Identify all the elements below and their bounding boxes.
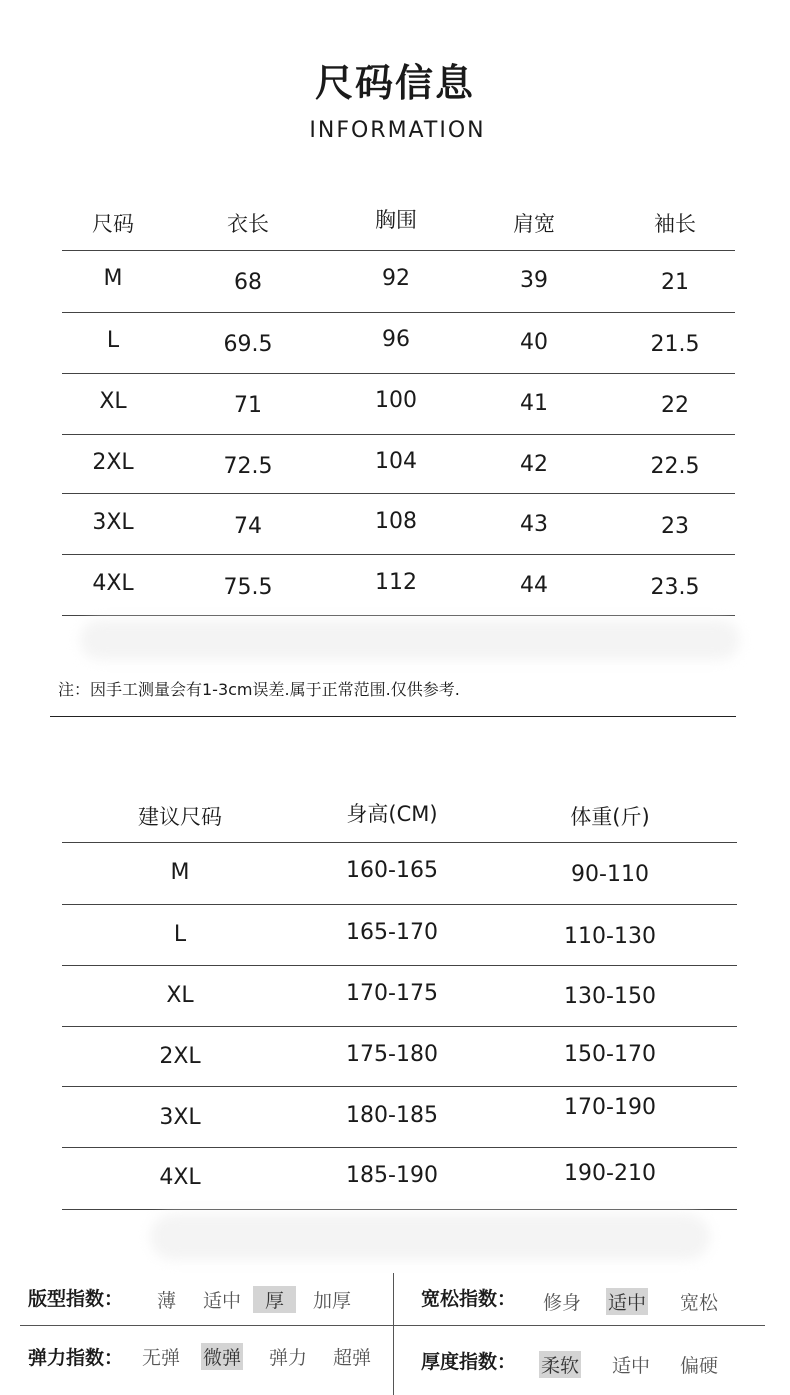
table-row: [62, 1027, 737, 1087]
table-row: [62, 843, 737, 905]
option-firm: 偏硬: [680, 1355, 719, 1377]
option-slight-stretch-selected: 微弹: [201, 1343, 243, 1370]
option-stretch: 弹力: [269, 1347, 308, 1369]
thickness-type-index: [28, 1284, 123, 1311]
height-cell: 180-185: [346, 1103, 438, 1128]
length-cell: 71: [234, 393, 262, 418]
length-cell: 74: [234, 514, 262, 539]
chest-cell: 100: [375, 388, 417, 413]
recommend-table: [62, 785, 737, 1210]
note-divider: [50, 716, 736, 717]
size-cell: 2XL: [159, 1044, 201, 1069]
table-row: [62, 555, 735, 616]
size-cell: XL: [166, 983, 194, 1008]
softness-label: 厚度指数：: [421, 1351, 517, 1373]
sleeve-cell: 22: [661, 393, 689, 418]
sleeve-cell: 23: [661, 514, 689, 539]
size-cell: 3XL: [159, 1105, 201, 1130]
size-cell: L: [106, 328, 120, 353]
table-row: [62, 374, 735, 435]
sleeve-cell: 21: [661, 270, 689, 295]
page-title: 尺码信息: [314, 61, 475, 105]
option-medium-firm: 适中: [612, 1355, 651, 1377]
col-header-weight: 体重(斤): [570, 805, 650, 829]
table-row: [62, 251, 735, 313]
col-header-size: 尺码: [92, 212, 134, 236]
table-row: [62, 1148, 737, 1210]
chest-cell: 104: [375, 449, 417, 474]
size-table: [62, 190, 735, 616]
weight-cell: 130-150: [564, 984, 656, 1009]
height-cell: 185-190: [346, 1163, 438, 1188]
height-cell: 175-180: [346, 1042, 438, 1067]
height-cell: 165-170: [346, 920, 438, 945]
option-thick-selected: 厚: [253, 1286, 296, 1313]
option-slim: 修身: [543, 1292, 582, 1314]
col-header-length: 衣长: [227, 212, 269, 236]
size-cell: M: [170, 860, 190, 885]
col-header-height: 身高(CM): [346, 802, 438, 826]
col-header-sleeve: 袖长: [654, 212, 696, 236]
sleeve-cell: 21.5: [650, 332, 700, 357]
length-cell: 68: [234, 270, 262, 295]
elasticity-label: 弹力指数：: [28, 1347, 124, 1369]
size-cell: 4XL: [92, 571, 134, 596]
table-row: [62, 1087, 737, 1148]
background-smudge: [80, 620, 740, 660]
option-no-stretch: 无弹: [142, 1347, 181, 1369]
option-soft-selected: 柔软: [539, 1351, 581, 1378]
size-cell: 3XL: [92, 510, 134, 535]
weight-cell: 170-190: [564, 1095, 656, 1120]
col-header-chest: 胸围: [375, 208, 417, 232]
fit-index: [421, 1284, 516, 1311]
length-cell: 75.5: [223, 575, 273, 600]
shoulder-cell: 42: [520, 452, 548, 477]
table-row: [62, 905, 737, 966]
length-cell: 72.5: [223, 454, 273, 479]
option-loose: 宽松: [680, 1292, 719, 1314]
page-subtitle: INFORMATION: [309, 118, 486, 143]
recommend-table-header: [62, 785, 737, 843]
thickness-type-label: 版型指数：: [28, 1288, 124, 1310]
height-cell: 170-175: [346, 981, 438, 1006]
sleeve-cell: 22.5: [650, 454, 700, 479]
weight-cell: 190-210: [564, 1161, 656, 1186]
size-cell: L: [173, 922, 187, 947]
option-extra-thick: 加厚: [313, 1290, 352, 1312]
softness-index: [421, 1347, 516, 1374]
size-cell: 2XL: [92, 450, 134, 475]
chest-cell: 112: [375, 570, 417, 595]
background-smudge: [150, 1214, 710, 1260]
chest-cell: 108: [375, 509, 417, 534]
indices-vertical-divider: [393, 1273, 394, 1395]
shoulder-cell: 41: [520, 391, 548, 416]
table-row: [62, 313, 735, 374]
option-thin: 薄: [157, 1290, 177, 1312]
size-cell: 4XL: [159, 1165, 201, 1190]
measurement-note: 注：因手工测量会有1-3cm误差.属于正常范围.仅供参考.: [58, 680, 460, 699]
table-row: [62, 435, 735, 494]
col-header-shoulder: 肩宽: [513, 212, 555, 236]
fit-label: 宽松指数：: [421, 1288, 517, 1310]
elasticity-index: [28, 1343, 123, 1370]
option-super-stretch: 超弹: [333, 1347, 372, 1369]
sleeve-cell: 23.5: [650, 575, 700, 600]
weight-cell: 90-110: [571, 862, 649, 887]
size-table-header: [62, 190, 735, 251]
chest-cell: 96: [382, 327, 410, 352]
table-row: [62, 494, 735, 555]
table-row: [62, 966, 737, 1027]
size-cell: XL: [99, 389, 127, 414]
chest-cell: 92: [382, 266, 410, 291]
length-cell: 69.5: [223, 332, 273, 357]
shoulder-cell: 40: [520, 330, 548, 355]
weight-cell: 110-130: [564, 924, 656, 949]
shoulder-cell: 43: [520, 512, 548, 537]
weight-cell: 150-170: [564, 1042, 656, 1067]
shoulder-cell: 39: [520, 268, 548, 293]
size-cell: M: [103, 266, 123, 291]
col-header-suggested-size: 建议尺码: [138, 805, 222, 829]
height-cell: 160-165: [346, 858, 438, 883]
option-regular-selected: 适中: [606, 1288, 648, 1315]
option-medium: 适中: [203, 1290, 242, 1312]
shoulder-cell: 44: [520, 573, 548, 598]
